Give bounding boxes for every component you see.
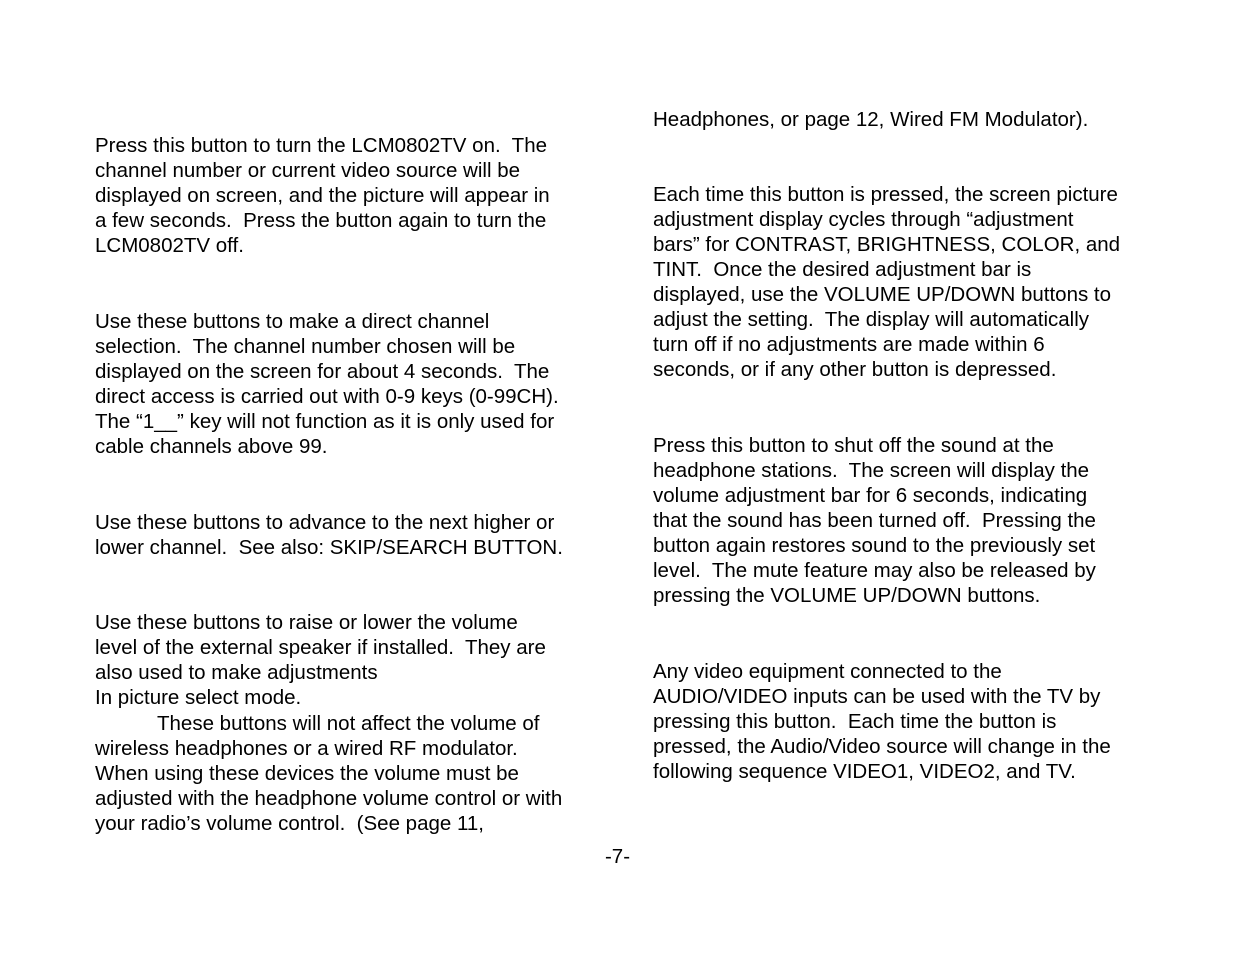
text-line: lower channel. See also: SKIP/SEARCH BUTTON. bbox=[95, 536, 563, 559]
text-line: Headphones, or page 12, Wired FM Modulator). bbox=[653, 108, 1089, 131]
text-line: level of the external speaker if installed. They are bbox=[95, 636, 546, 659]
text-line: Any video equipment connected to the bbox=[653, 660, 1002, 683]
text-line: Press this button to turn the LCM0802TV on. The bbox=[95, 134, 548, 157]
text-line: also used to make adjustments bbox=[95, 661, 378, 684]
text-line: button again restores sound to the previously set bbox=[653, 534, 1096, 557]
text-line: adjust the setting. The display will automatically bbox=[653, 308, 1090, 331]
text-line: displayed, use the VOLUME UP/DOWN buttons to bbox=[653, 283, 1112, 306]
text-line: cable channels above 99. bbox=[95, 435, 328, 458]
page-number: -7- bbox=[604, 845, 631, 868]
text-line: seconds, or if any other button is depressed. bbox=[653, 358, 1057, 381]
text-line: In picture select mode. bbox=[95, 686, 302, 709]
text-line: TINT. Once the desired adjustment bar is bbox=[653, 258, 1032, 281]
text-line: pressing the VOLUME UP/DOWN buttons. bbox=[653, 584, 1041, 607]
text-line: Use these buttons to make a direct channel bbox=[95, 310, 490, 333]
text-line: LCM0802TV off. bbox=[95, 234, 244, 257]
text-line: Use these buttons to advance to the next higher or bbox=[95, 511, 555, 534]
text-line: turn off if no adjustments are made within 6 bbox=[653, 333, 1045, 356]
text-line: level. The mute feature may also be released by bbox=[653, 559, 1096, 582]
text-line: your radio’s volume control. (See page 11, bbox=[95, 812, 484, 835]
text-line: pressing this button. Each time the button is bbox=[653, 710, 1057, 733]
text-line: following sequence VIDEO1, VIDEO2, and TV. bbox=[653, 760, 1076, 783]
text-line: Each time this button is pressed, the screen picture bbox=[653, 183, 1118, 206]
text-line: These buttons will not affect the volume of bbox=[157, 712, 540, 735]
text-line: a few seconds. Press the button again to turn the bbox=[95, 209, 547, 232]
text-line: headphone stations. The screen will display the bbox=[653, 459, 1090, 482]
text-line: bars” for CONTRAST, BRIGHTNESS, COLOR, and bbox=[653, 233, 1121, 256]
text-line: channel number or current video source will be bbox=[95, 159, 521, 182]
text-line: adjustment display cycles through “adjustment bbox=[653, 208, 1074, 231]
text-line: The “1__” key will not function as it is only used for bbox=[95, 410, 555, 433]
text-line: direct access is carried out with 0-9 keys (0-99CH). bbox=[95, 385, 559, 408]
text-line: Use these buttons to raise or lower the volume bbox=[95, 611, 518, 634]
text-line: AUDIO/VIDEO inputs can be used with the TV by bbox=[653, 685, 1101, 708]
text-line: adjusted with the headphone volume control or with bbox=[95, 787, 563, 810]
text-line: pressed, the Audio/Video source will change in the bbox=[653, 735, 1111, 758]
text-line: wireless headphones or a wired RF modulator. bbox=[95, 737, 518, 760]
text-line: displayed on the screen for about 4 seconds. The bbox=[95, 360, 550, 383]
text-line: Press this button to shut off the sound at the bbox=[653, 434, 1054, 457]
text-line: volume adjustment bar for 6 seconds, indicating bbox=[653, 484, 1088, 507]
text-line: displayed on screen, and the picture will appear in bbox=[95, 184, 550, 207]
text-line: selection. The channel number chosen will be bbox=[95, 335, 516, 358]
text-line: When using these devices the volume must be bbox=[95, 762, 519, 785]
text-line: that the sound has been turned off. Pressing the bbox=[653, 509, 1096, 532]
